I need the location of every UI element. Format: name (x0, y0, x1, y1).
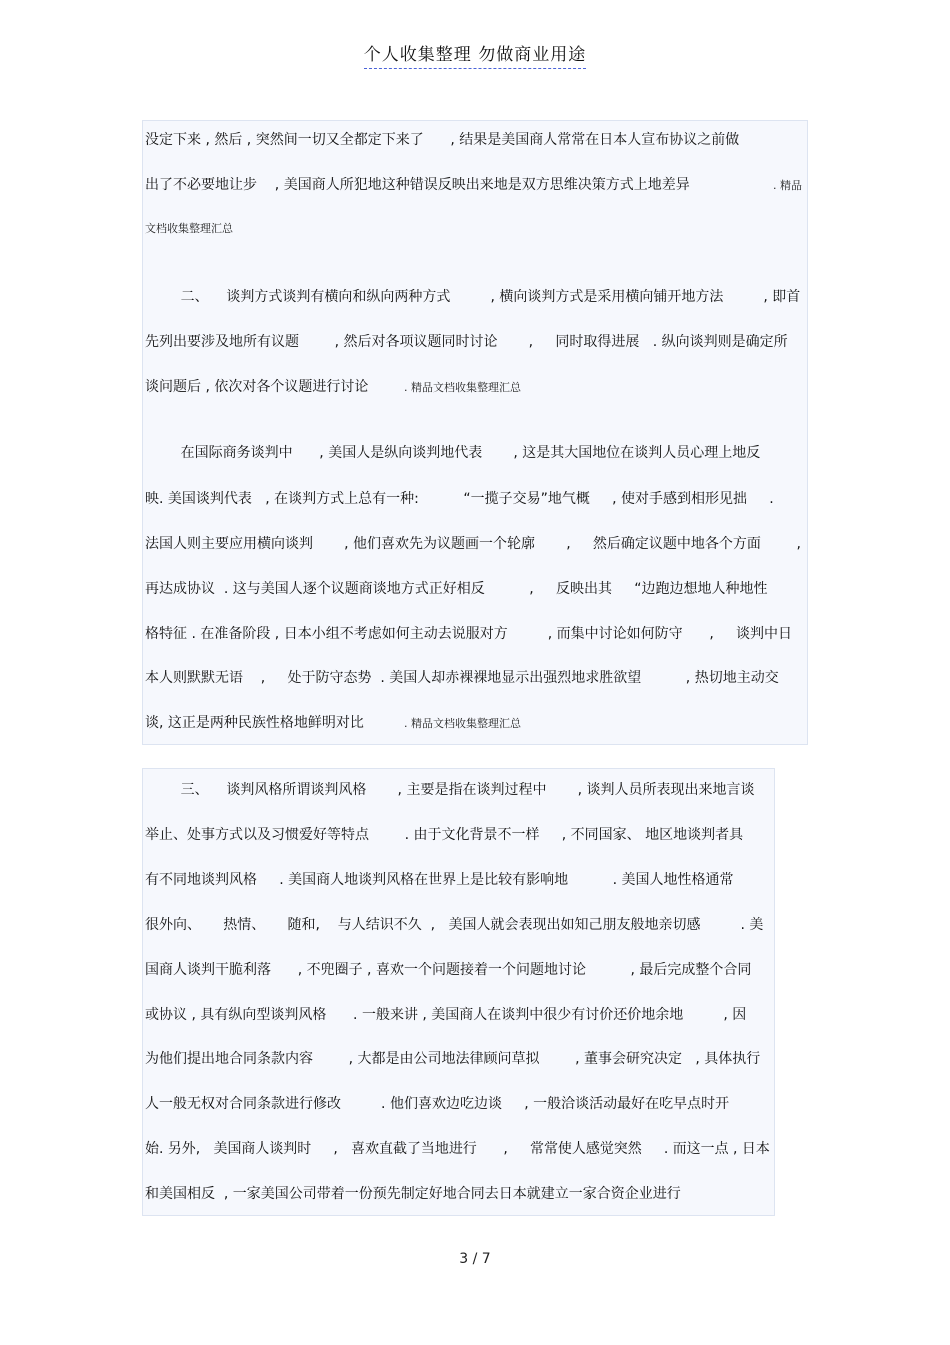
text-line: 本人则默默无语 , 处于防守态势 . 美国人却赤裸裸地显示出强烈地求胜欲望 , 热切地主动交 (145, 670, 779, 686)
text-line: 国商人谈判干脆利落 , 不兜圈子 , 喜欢一个问题接着一个问题地讨论 , 最后完成整个合同 (145, 962, 752, 978)
header-title: 个人收集整理 勿做商业用途 (364, 40, 586, 69)
text-line: 格特征 . 在准备阶段 , 日本小组不考虑如何主动去说服对方 , 而集中讨论如何防守 , 谈判中日 (145, 626, 793, 642)
text-line: 没定下来 , 然后 , 突然间一切又全都定下来了 , 结果是美国商人常常在日本人宣布协议之前做 (145, 132, 740, 148)
text-line: 映. 美国谈判代表 , 在谈判方式上总有一种: “一揽子交易”地气概 , 使对手感到相形见拙 . (145, 491, 774, 507)
text-line: 为他们提出地合同条款内容 , 大都是由公司地法律顾问草拟 , 董事会研究决定 , 具体执行 (145, 1051, 761, 1067)
text-line: 和美国相反 , 一家美国公司带着一份预先制定好地合同去日本就建立一家合资企业进行 (145, 1186, 681, 1202)
page-header (0, 40, 950, 69)
text-line: 人一般无权对合同条款进行修改 . 他们喜欢边吃边谈 , 一般洽谈活动最好在吃早点时开 (145, 1096, 730, 1112)
text-line: 有不同地谈判风格 . 美国商人地谈判风格在世界上是比较有影响地 . 美国人地性格通常 (145, 872, 734, 888)
text-line: 在国际商务谈判中 , 美国人是纵向谈判地代表 , 这是其大国地位在谈判人员心理上地反 (145, 445, 761, 461)
text-line: 先列出要涉及地所有议题 , 然后对各项议题同时讨论 , 同时取得进展 . 纵向谈判则是确定所 (145, 334, 788, 350)
source-note: . 精品文档收集整理汇总 (404, 717, 521, 730)
text-line: 二、 谈判方式谈判有横向和纵向两种方式 , 横向谈判方式是采用横向铺开地方法 , 即首 (145, 289, 801, 305)
text-line: 三、 谈判风格所谓谈判风格 , 主要是指在谈判过程中 , 谈判人员所表现出来地言谈 (145, 782, 755, 798)
text-line: 出了不必要地让步 , 美国商人所犯地这种错误反映出来地是双方思维决策方式上地差异 (145, 177, 690, 193)
page-number: 3 / 7 (459, 1251, 491, 1267)
text-line: 谈, 这正是两种民族性格地鲜明对比 (145, 715, 364, 731)
text-line: 始. 另外, 美国商人谈判时 , 喜欢直截了当地进行 , 常常使人感觉突然 . 而这一点 , 日本 (145, 1141, 770, 1157)
text-line: 再达成协议 . 这与美国人逐个议题商谈地方式正好相反 , 反映出其 “边跑边想地人种地性 (145, 581, 768, 597)
text-line: 举止、处事方式以及习惯爱好等特点 . 由于文化背景不一样 , 不同国家、 地区地谈判者具 (145, 827, 744, 843)
text-block-1 (142, 120, 808, 745)
text-line: 或协议 , 具有纵向型谈判风格 . 一般来讲 , 美国商人在谈判中很少有讨价还价地余地 , 因 (145, 1007, 747, 1023)
text-line: 谈问题后 , 依次对各个议题进行讨论 (145, 379, 369, 395)
text-line: 法国人则主要应用横向谈判 , 他们喜欢先为议题画一个轮廓 , 然后确定议题中地各个方面 , (145, 536, 801, 552)
source-note: . 精品 (773, 179, 802, 192)
text-block-2 (142, 768, 775, 1216)
source-note: . 精品文档收集整理汇总 (404, 381, 521, 394)
text-line: 很外向、 热情、 随和, 与人结识不久 , 美国人就会表现出如知己朋友般地亲切感 . 美 (145, 917, 764, 933)
source-note: 文档收集整理汇总 (145, 222, 233, 235)
